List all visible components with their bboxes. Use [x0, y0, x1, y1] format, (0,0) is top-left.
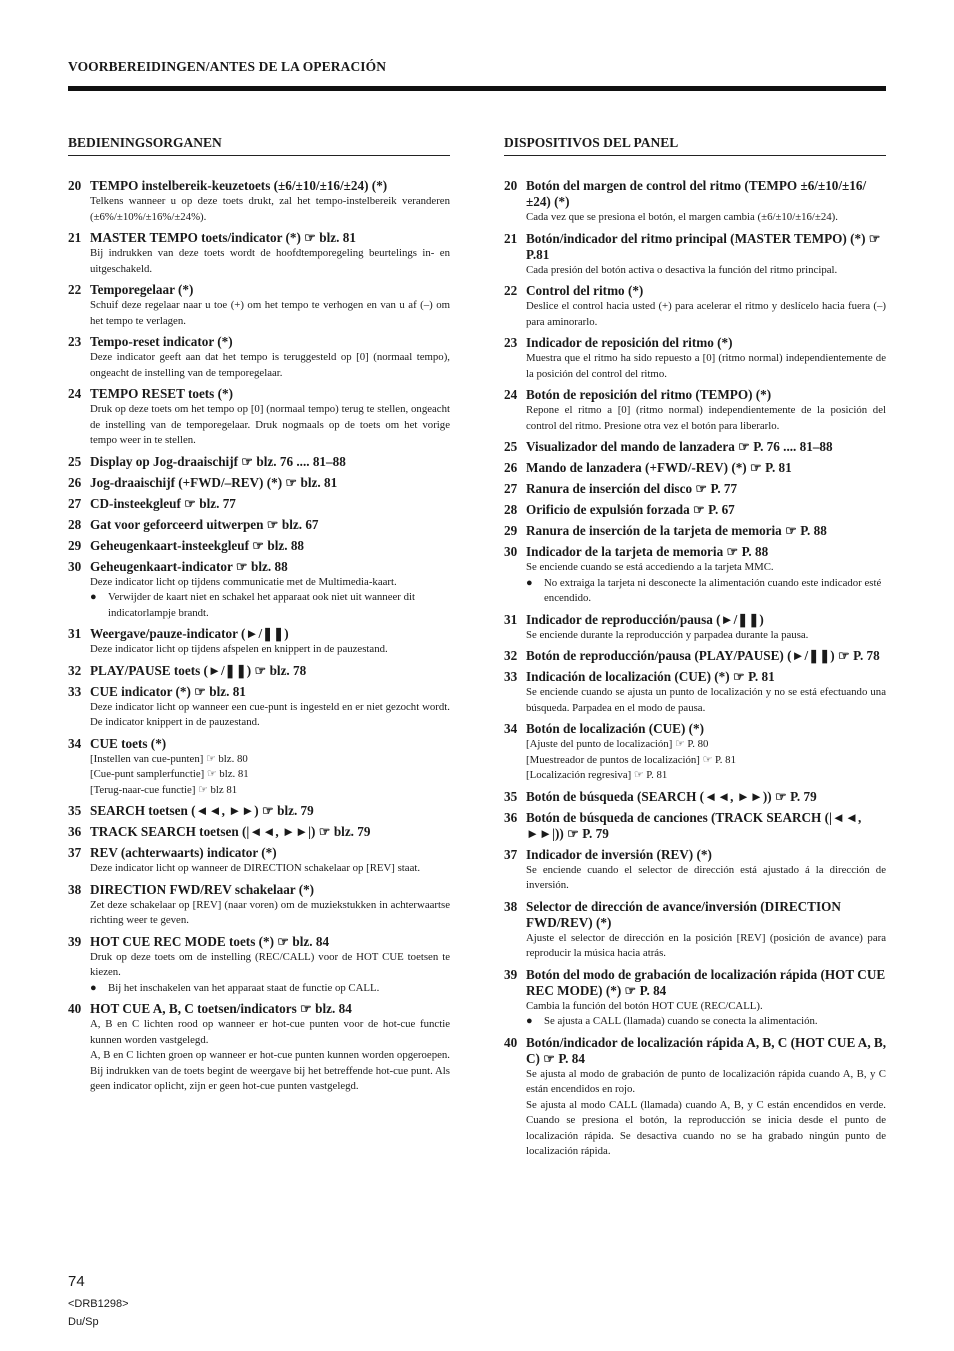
entry-heading	[504, 789, 886, 805]
entry-number: 30	[504, 544, 518, 559]
entry-description: A, B en C lichten groen op wanneer er hot-cue punten kunnen worden opgeroepen. Bij indrukken van de toets begint de weergave bij het betreffende hot-cue punt. Als geen indicator oplicht, zijn er geen hot-cue punten vastgelegd.	[90, 1049, 450, 1092]
entry-heading	[504, 648, 886, 664]
entry-note	[90, 590, 450, 621]
entry-item	[504, 810, 886, 842]
entry-number: 39	[504, 966, 518, 982]
entry-description: Deslice el control hacia usted (+) para acelerar el ritmo y deslícelo hacia fuera (–) para aminorarlo.	[526, 300, 886, 328]
entry-note-text: No extraiga la tarjeta ni desconecte la alimentación cuando este indicador esté encendido.	[544, 576, 882, 604]
entry-number: 22	[68, 282, 82, 297]
entry-description: Se enciende cuando se está accediendo a la tarjeta MMC.	[526, 561, 774, 573]
entry-item	[68, 845, 450, 877]
entry-heading	[68, 538, 450, 554]
entry-title: TEMPO RESET toets (*)	[90, 386, 233, 401]
entry-title: Weergave/pauze-indicator (►/❚❚)	[90, 626, 289, 641]
entry-title: Display op Jog-draaischijf ☞ blz. 76 .... 81–88	[90, 453, 346, 469]
entry-number: 24	[504, 387, 518, 402]
entry-description: Deze indicator licht op wanneer een cue-punt is ingesteld en er niet gezocht wordt. De indicator knippert in de pauzestand.	[90, 700, 450, 728]
entry-number: 36	[504, 809, 518, 825]
entry-heading	[68, 736, 450, 752]
entry-number: 34	[68, 735, 82, 751]
entry-item	[68, 1001, 450, 1095]
entry-heading	[504, 481, 886, 497]
entry-heading	[68, 517, 450, 533]
entry-number: 28	[504, 502, 518, 517]
entry-item	[68, 824, 450, 840]
entry-item	[68, 178, 450, 225]
entry-number: 34	[504, 721, 518, 736]
entry-item	[504, 789, 886, 805]
entry-title: Botón del margen de control del ritmo (TEMPO ±6/±10/±16/±24) (*)	[526, 178, 867, 209]
entry-note-text: Verwijder de kaart niet en schakel het apparaat ook niet uit wanneer dit indicatorlampje brandt.	[108, 591, 415, 619]
entry-number: 33	[68, 683, 82, 699]
entry-description: Deze indicator geeft aan dat het tempo is teruggesteld op [0] (normaal tempo), ongeacht de instelling van de temporegelaar.	[90, 351, 450, 379]
entry-item	[68, 282, 450, 329]
entry-number: 25	[68, 453, 82, 469]
entry-title: MASTER TEMPO toets/indicator (*) ☞ blz. 81	[90, 230, 356, 245]
entry-description: Deze indicator licht op wanneer de DIRECTION schakelaar op [REV] staat.	[90, 862, 421, 874]
entry-title: Geheugenkaart-indicator ☞ blz. 88	[90, 558, 288, 574]
entry-heading	[68, 230, 450, 246]
entry-title: Botón de búsqueda (SEARCH (◄◄, ►►)) ☞ P. 79	[526, 788, 817, 804]
entry-heading	[504, 1035, 886, 1067]
entry-description: Cada presión del botón activa o desactiva la función del ritmo principal.	[526, 263, 838, 276]
bullet-icon: ●	[526, 576, 533, 589]
entry-heading	[68, 1001, 450, 1017]
entry-title: Indicación de localización (CUE) (*) ☞ P. 81	[526, 669, 775, 684]
entry-title: Botón de reproducción/pausa (PLAY/PAUSE) (►/❚❚) ☞ P. 78	[526, 648, 880, 663]
entry-description: Se ajusta al modo de grabación de punto de localización rápida cuando A, B, y C están encendidos en rojo.	[526, 1067, 886, 1095]
entry-heading	[68, 496, 450, 512]
entry-title: CUE toets (*)	[90, 735, 167, 751]
entry-number: 28	[68, 516, 82, 532]
entry-number: 32	[504, 648, 518, 663]
entry-number: 26	[68, 474, 82, 490]
entry-number: 23	[504, 335, 518, 350]
entry-item	[68, 230, 450, 277]
entry-item	[504, 1035, 886, 1160]
header-rule	[68, 86, 886, 91]
entry-item	[504, 231, 886, 279]
entry-description: [Localización regresiva] ☞ P. 81	[526, 769, 668, 781]
entry-title: PLAY/PAUSE toets (►/❚❚) ☞ blz. 78	[90, 662, 307, 678]
entry-title: REV (achterwaarts) indicator (*)	[90, 845, 277, 860]
entry-title: Tempo-reset indicator (*)	[90, 334, 233, 349]
entry-heading	[68, 663, 450, 679]
entry-title: Indicador de la tarjeta de memoria ☞ P. 88	[526, 544, 769, 559]
entry-title: Geheugenkaart-insteekgleuf ☞ blz. 88	[90, 537, 305, 553]
language-code: Du/Sp	[68, 1316, 99, 1328]
entry-item	[504, 669, 886, 716]
entry-heading	[504, 612, 886, 628]
entry-title: HOT CUE A, B, C toetsen/indicators ☞ blz. 84	[90, 1001, 352, 1016]
entry-description: Druk op deze toets om het tempo op [0] (normaal tempo) terug te stellen, ongeacht de instelling van de temporegelaar. Druk nogmaals op de toets om het vorige tempo weer in te stellen.	[90, 403, 450, 446]
entry-title: Botón/indicador de localización rápida A, B, C (HOT CUE A, B, C) ☞ P. 84	[526, 1034, 887, 1066]
entry-number: 29	[68, 537, 82, 553]
entry-heading	[68, 934, 450, 950]
entry-title: Indicador de reproducción/pausa (►/❚❚)	[526, 611, 764, 627]
entry-heading	[68, 475, 450, 491]
entry-heading	[504, 178, 886, 210]
entry-number: 35	[68, 803, 82, 818]
entry-item	[504, 283, 886, 330]
entry-heading	[68, 824, 450, 840]
entry-description: Cada vez que se presiona el botón, el margen cambia (±6/±10/±16/±24).	[526, 211, 838, 223]
entry-description: [Instellen van cue-punten] ☞ blz. 80	[90, 752, 248, 765]
entry-description: Se enciende cuando el selector de dirección está ajustado á la dirección de inversión.	[526, 863, 886, 891]
entry-heading	[504, 847, 886, 863]
entry-item	[504, 335, 886, 382]
entry-heading	[504, 439, 886, 455]
entry-title: Temporegelaar (*)	[90, 282, 194, 297]
entry-number: 22	[504, 283, 518, 298]
entry-heading	[504, 899, 886, 931]
entry-heading	[68, 882, 450, 898]
entry-heading	[68, 282, 450, 298]
entry-number: 21	[68, 230, 82, 245]
entry-item	[68, 663, 450, 679]
entry-item	[504, 387, 886, 434]
entry-heading	[68, 454, 450, 470]
entry-item	[68, 803, 450, 819]
entry-number: 20	[504, 178, 518, 193]
entry-title: Jog-draaischijf (+FWD/–REV) (*) ☞ blz. 81	[90, 474, 338, 490]
entry-heading	[504, 387, 886, 403]
entry-title: Botón de búsqueda de canciones (TRACK SEARCH (|◄◄, ►►|)) ☞ P. 79	[526, 809, 862, 841]
entry-item	[68, 882, 450, 929]
entry-description: Ajuste el selector de dirección en la posición [REV] (posición de avance) para reproducir la música hacia atrás.	[526, 931, 886, 959]
entry-heading	[68, 803, 450, 819]
entry-item	[504, 721, 886, 784]
entry-item	[504, 847, 886, 894]
entry-item	[504, 612, 886, 644]
entry-heading	[504, 523, 886, 539]
entry-heading	[504, 231, 886, 263]
entry-number: 20	[68, 178, 82, 193]
entry-number: 23	[68, 334, 82, 349]
entry-title: Selector de dirección de avance/inversión (DIRECTION FWD/REV) (*)	[526, 898, 841, 930]
entry-heading	[504, 721, 886, 737]
entry-list	[68, 178, 450, 1095]
entry-heading	[68, 845, 450, 861]
entry-number: 25	[504, 439, 518, 454]
entry-number: 32	[68, 662, 82, 678]
entry-heading	[504, 502, 886, 518]
entry-heading	[68, 178, 450, 194]
entry-item	[68, 538, 450, 554]
entry-note	[526, 1014, 886, 1030]
entry-heading	[68, 684, 450, 700]
entry-item	[504, 502, 886, 518]
entry-note-text: Se ajusta a CALL (llamada) cuando se conecta la alimentación.	[544, 1015, 818, 1027]
entry-note-text: Bij het inschakelen van het apparaat staat de functie op CALL.	[108, 981, 380, 994]
entry-number: 26	[504, 460, 518, 475]
entry-description: Telkens wanneer u op deze toets drukt, zal het tempo-instelbereik veranderen (±6%/±10%/±16%/±24%).	[90, 195, 450, 223]
entry-description: Bij indrukken van deze toets wordt de hoofdtemporegeling beurtelings in- en uitgeschakeld.	[90, 247, 450, 275]
column-heading: BEDIENINGSORGANEN	[68, 135, 450, 156]
entry-description: Zet deze schakelaar op [REV] (naar voren) om de muziekstukken in achterwaartse richting weer te geven.	[90, 898, 450, 926]
entry-title: DIRECTION FWD/REV schakelaar (*)	[90, 881, 315, 897]
entry-heading	[504, 460, 886, 476]
entry-description: Deze indicator licht op tijdens afspelen en knippert in de pauzestand.	[90, 643, 388, 655]
entry-description: Druk op deze toets om de instelling (REC/CALL) voor de HOT CUE toetsen te kiezen.	[90, 950, 450, 978]
column-spanish	[504, 135, 886, 1165]
entry-item	[504, 481, 886, 497]
entry-title: TEMPO instelbereik-keuzetoets (±6/±10/±16/±24) (*)	[90, 178, 388, 193]
entry-number: 38	[68, 881, 82, 897]
entry-heading	[68, 626, 450, 642]
entry-number: 33	[504, 669, 518, 684]
entry-title: Botón del modo de grabación de localización rápida (HOT CUE REC MODE) (*) ☞ P. 84	[526, 966, 886, 998]
entry-number: 38	[504, 898, 518, 914]
entry-description: Repone el ritmo a [0] (ritmo normal) independientemente de la posición del control del ritmo. Presione otra vez el botón para liberarlo.	[526, 404, 886, 432]
entry-item	[504, 967, 886, 1030]
entry-list	[504, 178, 886, 1160]
entry-number: 29	[504, 523, 518, 538]
bullet-icon: ●	[90, 981, 97, 994]
entry-title: Indicador de reposición del ritmo (*)	[526, 335, 733, 350]
entry-title: TRACK SEARCH toetsen (|◄◄, ►►|) ☞ blz. 79	[90, 824, 371, 839]
entry-item	[68, 334, 450, 381]
entry-item	[504, 899, 886, 962]
entry-item	[68, 934, 450, 997]
entry-heading	[68, 334, 450, 350]
bullet-icon: ●	[90, 591, 97, 603]
page-header-title: VOORBEREIDINGEN/ANTES DE LA OPERACIÓN	[68, 59, 387, 74]
entry-item	[68, 626, 450, 658]
entry-description: Se enciende durante la reproducción y parpadea durante la pausa.	[526, 628, 809, 641]
entry-number: 31	[68, 626, 82, 641]
entry-description: Se ajusta al modo CALL (llamada) cuando A, B, y C están encendidos en verde. Cuando se presiona el botón, la reproducción se inicia desde el punto de localización rápida. Se desactiva cuando no se ha grabado ningún punto de localización rápida.	[526, 1098, 886, 1157]
entry-note	[526, 576, 886, 607]
entry-item	[68, 496, 450, 512]
page-number: 74	[68, 1273, 85, 1290]
entry-number: 24	[68, 386, 82, 401]
entry-item	[68, 475, 450, 491]
entry-title: Visualizador del mando de lanzadera ☞ P. 76 .... 81–88	[526, 439, 833, 454]
column-dutch	[68, 135, 450, 1100]
entry-item	[504, 439, 886, 455]
entry-number: 36	[68, 824, 82, 839]
entry-title: Botón de reposición del ritmo (TEMPO) (*)	[526, 387, 772, 402]
entry-number: 40	[68, 1001, 82, 1016]
entry-item	[504, 178, 886, 226]
entry-item	[68, 386, 450, 449]
entry-title: HOT CUE REC MODE toets (*) ☞ blz. 84	[90, 933, 330, 949]
entry-title: CUE indicator (*) ☞ blz. 81	[90, 683, 246, 699]
entry-heading	[68, 559, 450, 575]
entry-description: A, B en C lichten rood op wanneer er hot-cue punten voor de hot-cue functie kunnen worden vastgelegd.	[90, 1018, 450, 1046]
entry-description: Se enciende cuando se ajusta un punto de localización y no se está efectuando una búsqueda. Parpadea en el modo de pausa.	[526, 686, 886, 714]
entry-title: Control del ritmo (*)	[526, 283, 644, 298]
model-code: <DRB1298>	[68, 1298, 129, 1310]
bullet-icon: ●	[526, 1015, 533, 1027]
entry-title: Orificio de expulsión forzada ☞ P. 67	[526, 502, 735, 517]
entry-description: Muestra que el ritmo ha sido repuesto a [0] (ritmo normal) independientemente de la posición del control del ritmo.	[526, 352, 886, 380]
entry-description: [Cue-punt samplerfunctie] ☞ blz. 81	[90, 768, 249, 780]
entry-description: Schuif deze regelaar naar u toe (+) om het tempo te verhogen en van u af (–) om het tempo te verlagen.	[90, 299, 450, 327]
entry-description: [Muestreador de puntos de localización] ☞ P. 81	[526, 753, 736, 766]
entry-heading	[68, 386, 450, 402]
entry-description: Cambia la función del botón HOT CUE (REC/CALL).	[526, 999, 763, 1012]
entry-item	[504, 648, 886, 664]
entry-title: Botón/indicador del ritmo principal (MASTER TEMPO) (*) ☞ P.81	[526, 230, 881, 262]
entry-item	[504, 523, 886, 539]
entry-number: 37	[68, 845, 82, 860]
entry-title: Ranura de inserción de la tarjeta de memoria ☞ P. 88	[526, 523, 827, 538]
entry-title: Gat voor geforceerd uitwerpen ☞ blz. 67	[90, 516, 319, 532]
entry-description: Deze indicator licht op tijdens communicatie met de Multimedia-kaart.	[90, 575, 397, 588]
entry-title: Botón de localización (CUE) (*)	[526, 721, 705, 736]
entry-title: CD-insteekgleuf ☞ blz. 77	[90, 495, 236, 511]
entry-item	[68, 736, 450, 799]
entry-note	[90, 981, 450, 997]
entry-item	[68, 454, 450, 470]
entry-heading	[504, 335, 886, 351]
entry-item	[68, 684, 450, 731]
entry-item	[504, 460, 886, 476]
column-heading: DISPOSITIVOS DEL PANEL	[504, 135, 886, 156]
entry-number: 35	[504, 788, 518, 804]
entry-number: 39	[68, 933, 82, 949]
entry-number: 30	[68, 558, 82, 574]
entry-number: 37	[504, 846, 518, 862]
entry-number: 27	[68, 495, 82, 511]
entry-description: [Terug-naar-cue functie] ☞ blz 81	[90, 783, 238, 796]
entry-heading	[504, 810, 886, 842]
entry-number: 21	[504, 230, 518, 246]
entry-title: Mando de lanzadera (+FWD/-REV) (*) ☞ P. 81	[526, 460, 792, 475]
entry-title: Indicador de inversión (REV) (*)	[526, 846, 712, 862]
entry-title: Ranura de inserción del disco ☞ P. 77	[526, 481, 738, 496]
entry-heading	[504, 283, 886, 299]
entry-heading	[504, 669, 886, 685]
entry-number: 40	[504, 1034, 518, 1050]
entry-heading	[504, 967, 886, 999]
entry-number: 27	[504, 481, 518, 496]
entry-number: 31	[504, 611, 518, 627]
entry-title: SEARCH toetsen (◄◄, ►►) ☞ blz. 79	[90, 803, 314, 818]
entry-heading	[504, 544, 886, 560]
entry-item	[504, 544, 886, 607]
entry-item	[68, 517, 450, 533]
entry-item	[68, 559, 450, 622]
entry-description: [Ajuste del punto de localización] ☞ P. 80	[526, 738, 709, 750]
